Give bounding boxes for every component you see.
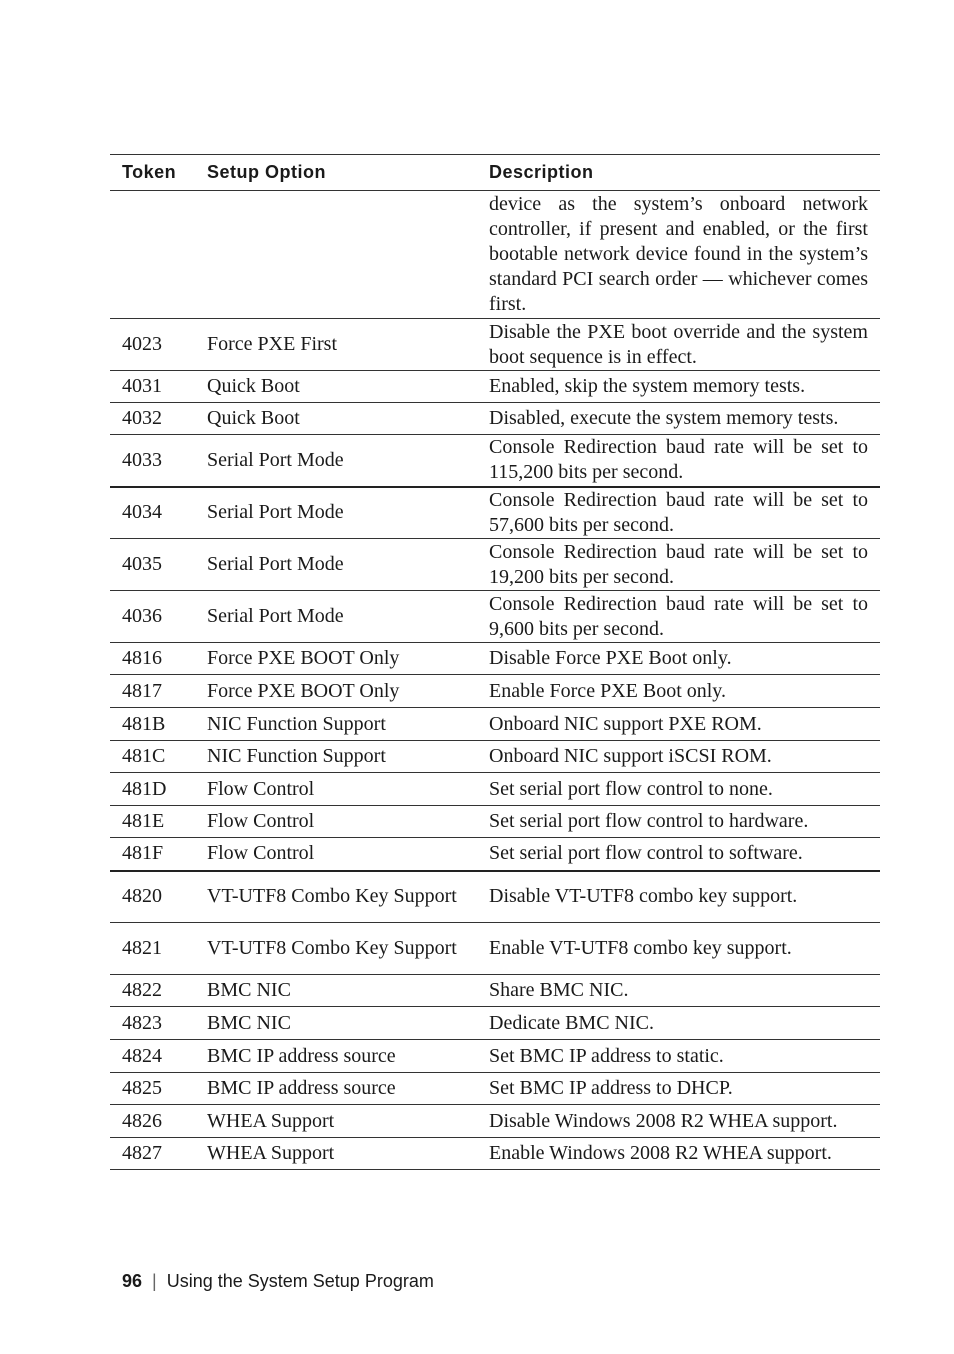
cell-description: Disable the PXE boot override and the system boot sequence is in effect. [489,320,868,368]
cell-description: Enable Windows 2008 R2 WHEA support. [489,1142,832,1164]
table-row [110,371,880,403]
cell-setup-option: VT-UTF8 Combo Key Support [207,885,457,908]
cell-setup-option: Force PXE BOOT Only [207,679,400,702]
table-row [110,806,880,838]
cell-description: Dedicate BMC NIC. [489,1011,654,1034]
footer-separator: | [152,1271,157,1291]
table-row [110,923,880,975]
page-number: 96 [122,1271,143,1291]
cell-description: Enabled, skip the system memory tests. [489,375,806,397]
table-row [110,539,880,591]
cell-description: Enable VT-UTF8 combo key support. [489,937,792,959]
header-description: Description [489,162,594,182]
cell-token: 4822 [122,979,162,1001]
table-row [110,1073,880,1105]
cell-description: Disabled, execute the system memory tests. [489,407,839,429]
cell-description: Console Redirection baud rate will be set to 57,600 bits per second. [489,488,868,536]
cell-description: Set serial port flow control to none. [489,777,773,800]
cell-setup-option: Flow Control [207,842,315,865]
cell-setup-option [195,191,477,319]
cell-token: 4031 [122,375,162,397]
cell-setup-option: VT-UTF8 Combo Key Support [207,937,457,959]
cell-token: 481D [122,777,167,800]
cell-token: 4032 [122,407,162,429]
header-token: Token [122,162,177,182]
footer-section-title: Using the System Setup Program [166,1271,434,1291]
cell-setup-option: WHEA Support [207,1142,335,1164]
table-row [110,675,880,708]
table-row [110,1007,880,1040]
table-row [110,487,880,539]
table-row [110,708,880,741]
table-row [110,319,880,371]
cell-token: 4036 [122,605,162,627]
cell-description: Set serial port flow control to hardware. [489,810,809,832]
cell-description: Set BMC IP address to static. [489,1044,724,1067]
table-row [110,773,880,806]
cell-description: Onboard NIC support PXE ROM. [489,712,762,735]
setup-options-table [110,154,880,1170]
cell-setup-option: Flow Control [207,777,315,800]
cell-token: 4820 [122,885,162,908]
cell-setup-option: BMC IP address source [207,1077,396,1099]
table-row [110,591,880,643]
table-row [110,403,880,435]
cell-setup-option: Serial Port Mode [207,501,344,524]
table-row [110,435,880,487]
table-row [110,1138,880,1170]
cell-token [110,191,195,319]
cell-description: Set BMC IP address to DHCP. [489,1077,733,1099]
cell-description: Console Redirection baud rate will be set to 115,200 bits per second. [489,436,868,484]
cell-token: 4817 [122,679,162,702]
table-row [110,975,880,1007]
cell-description: device as the system’s onboard network controller, if present and enabled, or the first bootable network device found in the system’s standard PCI search order — whichever comes first. [489,193,868,315]
cell-setup-option: Force PXE BOOT Only [207,647,400,669]
cell-token: 4023 [122,333,162,355]
cell-setup-option: Serial Port Mode [207,605,344,627]
cell-setup-option: Serial Port Mode [207,448,344,471]
cell-description: Enable Force PXE Boot only. [489,679,727,702]
cell-token: 4825 [122,1077,162,1099]
cell-setup-option: Force PXE First [207,333,337,355]
cell-token: 4033 [122,448,162,471]
cell-token: 4827 [122,1142,162,1164]
cell-token: 481F [122,842,164,865]
page-footer [122,1271,434,1292]
table-row [110,741,880,773]
cell-setup-option: Flow Control [207,810,315,832]
cell-setup-option: WHEA Support [207,1109,335,1132]
cell-description: Share BMC NIC. [489,979,629,1001]
cell-setup-option: Quick Boot [207,407,300,429]
table-row [110,1105,880,1138]
table-header-row [110,155,880,191]
cell-token: 4826 [122,1109,162,1132]
cell-token: 481B [122,712,166,735]
cell-description: Console Redirection baud rate will be set to 19,200 bits per second. [489,540,868,588]
cell-token: 4816 [122,647,162,669]
cell-description: Console Redirection baud rate will be set to 9,600 bits per second. [489,592,868,640]
table-row [110,838,880,871]
cell-setup-option: BMC IP address source [207,1044,396,1067]
cell-setup-option: NIC Function Support [207,712,386,735]
cell-token: 4821 [122,937,162,959]
cell-token: 4035 [122,553,162,575]
cell-token: 4824 [122,1044,162,1067]
cell-setup-option: Quick Boot [207,375,300,397]
cell-token: 481E [122,810,165,832]
cell-description: Disable Force PXE Boot only. [489,647,732,669]
cell-description: Onboard NIC support iSCSI ROM. [489,745,772,767]
table-row [110,871,880,923]
header-setup-option: Setup Option [207,162,326,182]
cell-token: 481C [122,745,166,767]
table-body [110,191,880,1170]
cell-description: Disable VT-UTF8 combo key support. [489,885,798,908]
cell-description: Set serial port flow control to software. [489,842,803,865]
cell-description: Disable Windows 2008 R2 WHEA support. [489,1109,838,1132]
cell-token: 4034 [122,501,162,524]
cell-setup-option: BMC NIC [207,1011,291,1034]
table-row [110,643,880,675]
cell-token: 4823 [122,1011,162,1034]
table-row [110,191,880,319]
cell-setup-option: Serial Port Mode [207,553,344,575]
cell-setup-option: BMC NIC [207,979,291,1001]
cell-setup-option: NIC Function Support [207,745,386,767]
table-row [110,1040,880,1073]
